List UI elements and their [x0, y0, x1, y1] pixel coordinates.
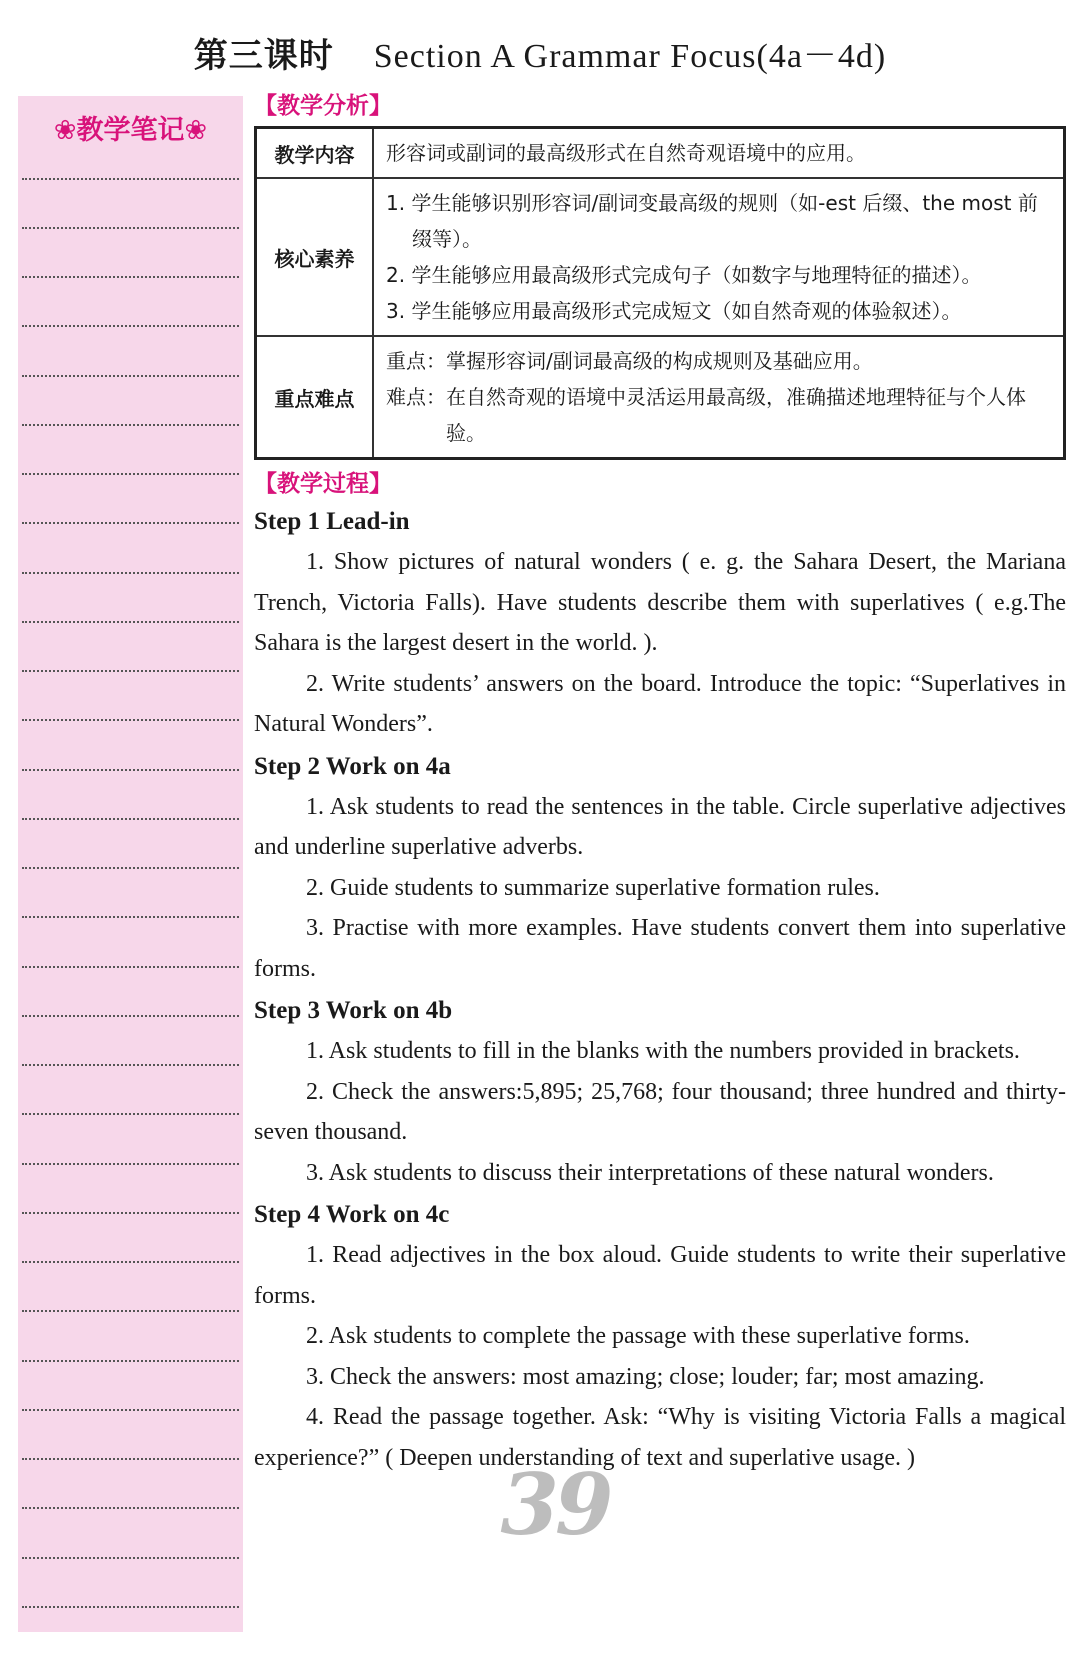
step-paragraph: 1. Show pictures of natural wonders ( e. g. the Sahara Desert, the Mariana Trench, Victoria Falls). Have students describe them with superlatives ( e.g.The Sahara is the largest desert in the world. ). — [254, 549, 1066, 656]
note-line — [22, 424, 239, 426]
step-paragraph: 2. Check the answers:5,895; 25,768; four thousand; three hundred and thirty-seven thousand. — [254, 1078, 1066, 1145]
note-line — [22, 818, 239, 820]
step-title: Step 4 Work on 4c — [254, 1201, 450, 1228]
step-paragraph: 3. Practise with more examples. Have students convert them into superlative forms. — [254, 915, 1066, 982]
teaching-notes-column — [18, 96, 243, 1632]
table-row — [256, 178, 1065, 336]
step-paragraph: 2. Guide students to summarize superlative formation rules. — [306, 874, 880, 901]
note-line — [22, 1212, 239, 1214]
table-row — [256, 128, 1065, 179]
note-line — [22, 1458, 239, 1460]
note-line — [22, 572, 239, 574]
notes-heading: ❀教学笔记❀ — [53, 115, 208, 146]
note-line — [22, 719, 239, 721]
focus-text — [373, 336, 1065, 459]
note-line — [22, 1557, 239, 1559]
note-line — [22, 867, 239, 869]
note-line — [22, 1507, 239, 1509]
note-line — [22, 1163, 239, 1165]
note-line — [22, 522, 239, 524]
step-paragraph: 1. Ask students to read the sentences in the table. Circle superlative adjectives and underline superlative adverbs. — [254, 793, 1066, 860]
table-row — [256, 336, 1065, 459]
analysis-heading: 【教学分析】 — [254, 93, 392, 119]
page-number: 39 — [500, 1455, 610, 1554]
content-label: 教学内容 — [256, 128, 374, 179]
literacy-list — [373, 178, 1065, 336]
note-line — [22, 1606, 239, 1608]
step-title: Step 2 Work on 4a — [254, 752, 451, 780]
key-point: 重点：掌握形容词/副词最高级的构成规则及基础应用。 — [386, 349, 873, 373]
step-paragraph: 2. Ask students to complete the passage with these superlative forms. — [306, 1323, 970, 1349]
note-line — [22, 670, 239, 672]
content-text: 形容词或副词的最高级形式在自然奇观语境中的应用。 — [373, 128, 1065, 179]
note-line — [22, 473, 239, 475]
note-line — [22, 966, 239, 968]
page-title — [0, 28, 1080, 77]
note-line — [22, 1409, 239, 1411]
step-paragraph: 3. Ask students to discuss their interpretations of these natural wonders. — [306, 1159, 994, 1186]
note-line — [22, 916, 239, 918]
focus-label: 重点难点 — [256, 336, 374, 459]
process-heading: 【教学过程】 — [254, 471, 392, 497]
step-title: Step 1 Lead-in — [254, 508, 410, 535]
step-paragraph: 1. Ask students to fill in the blanks with the numbers provided in brackets. — [306, 1038, 1020, 1064]
list-item: 1. 学生能够识别形容词/副词变最高级的规则（如-est 后缀、the most 前缀等）。 — [386, 191, 1038, 251]
note-line — [22, 769, 239, 771]
list-item: 2. 学生能够应用最高级形式完成句子（如数字与地理特征的描述）。 — [386, 263, 982, 287]
note-line — [22, 1360, 239, 1362]
lesson-label: 第三课时 — [193, 36, 334, 76]
step-paragraph: 3. Check the answers: most amazing; close; louder; far; most amazing. — [306, 1363, 985, 1390]
note-line — [22, 1113, 239, 1115]
note-line — [22, 227, 239, 229]
note-line — [22, 1015, 239, 1017]
section-title: Section A Grammar Focus(4a－4d) — [373, 38, 887, 75]
main-content — [254, 90, 1066, 1478]
note-line — [22, 178, 239, 180]
analysis-table — [254, 126, 1066, 460]
step-paragraph: 1. Read adjectives in the box aloud. Guide students to write their superlative forms. — [254, 1242, 1066, 1309]
note-line — [22, 1261, 239, 1263]
step-paragraph: 2. Write students’ answers on the board. Introduce the topic: “Superlatives in Natural Wonders”. — [254, 670, 1066, 737]
literacy-label: 核心素养 — [256, 178, 374, 336]
step-paragraph: 4. Read the passage together. Ask: “Why is visiting Victoria Falls a magical experience?” ( Deepen understanding of text and superlative usage. ) — [254, 1404, 1066, 1471]
difficult-point: 难点：在自然奇观的语境中灵活运用最高级，准确描述地理特征与个人体验。 — [386, 385, 1026, 445]
note-line — [22, 375, 239, 377]
step-title: Step 3 Work on 4b — [254, 997, 453, 1024]
note-line — [22, 621, 239, 623]
note-line — [22, 325, 239, 327]
note-line — [22, 1310, 239, 1312]
note-line — [22, 1064, 239, 1066]
list-item: 3. 学生能够应用最高级形式完成短文（如自然奇观的体验叙述）。 — [386, 299, 962, 323]
note-line — [22, 276, 239, 278]
